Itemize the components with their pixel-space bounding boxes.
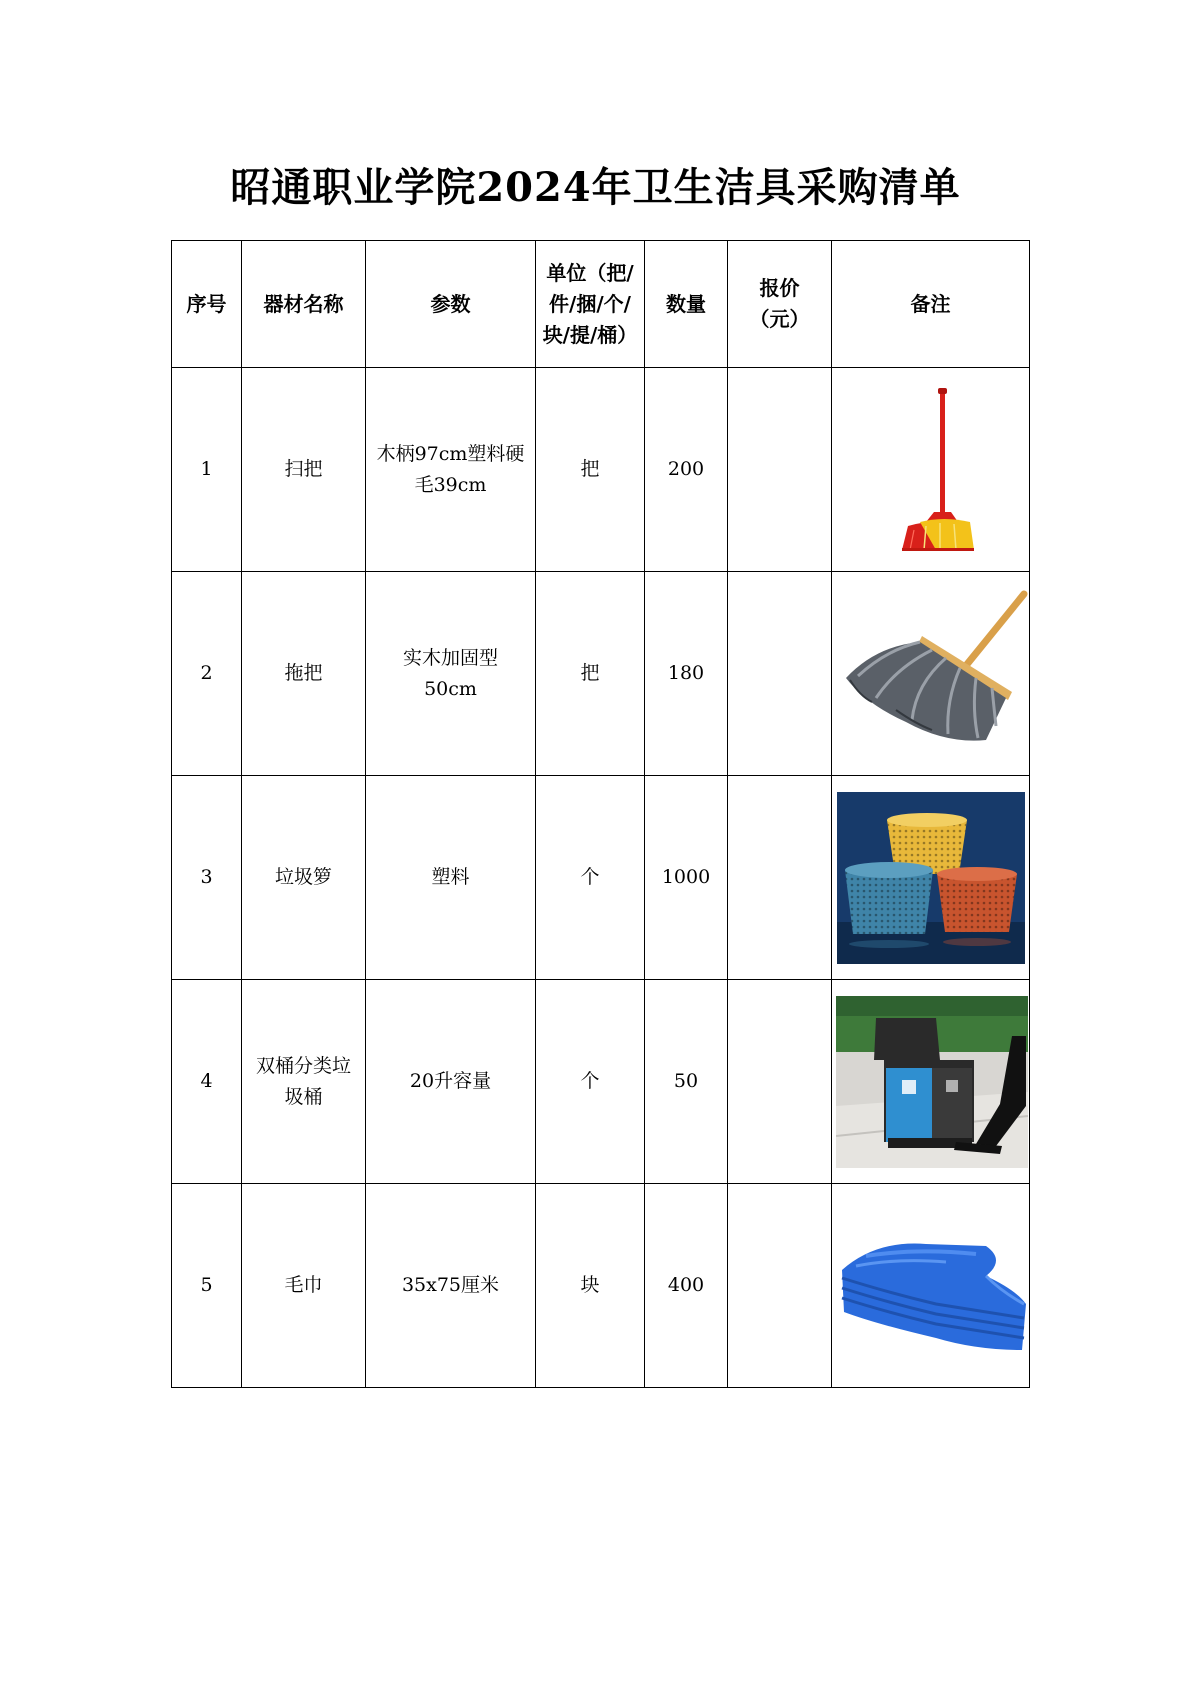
cell-name: 扫把 [242, 368, 366, 572]
cell-qty: 1000 [645, 776, 728, 980]
table-row [172, 980, 1030, 1184]
header-qty: 数量 [645, 241, 728, 368]
cell-name: 垃圾箩 [242, 776, 366, 980]
table-row [172, 572, 1030, 776]
cell-unit: 个 [536, 980, 645, 1184]
procurement-table [171, 240, 1030, 1388]
cell-remark [832, 980, 1030, 1184]
cell-unit: 把 [536, 368, 645, 572]
header-price: 报价（元） [728, 241, 832, 368]
cell-name: 拖把 [242, 572, 366, 776]
header-row [172, 241, 1030, 368]
cell-index: 4 [172, 980, 242, 1184]
waste-basket-photo [837, 792, 1025, 964]
cell-qty: 400 [645, 1184, 728, 1388]
header-index: 序号 [172, 241, 242, 368]
cell-qty: 200 [645, 368, 728, 572]
cell-remark [832, 1184, 1030, 1388]
cell-price [728, 980, 832, 1184]
cell-remark [832, 572, 1030, 776]
table-row [172, 1184, 1030, 1388]
cell-params: 20升容量 [366, 980, 536, 1184]
cell-price [728, 776, 832, 980]
cell-price [728, 1184, 832, 1388]
header-remark: 备注 [832, 241, 1030, 368]
header-params: 参数 [366, 241, 536, 368]
cell-index: 1 [172, 368, 242, 572]
cell-params: 35x75厘米 [366, 1184, 536, 1388]
table-row [172, 776, 1030, 980]
cell-qty: 50 [645, 980, 728, 1184]
cell-unit: 把 [536, 572, 645, 776]
broom-photo [836, 380, 1026, 560]
cell-params: 塑料 [366, 776, 536, 980]
cell-params: 实木加固型50cm [366, 572, 536, 776]
cell-index: 2 [172, 572, 242, 776]
cell-qty: 180 [645, 572, 728, 776]
cell-index: 5 [172, 1184, 242, 1388]
cell-index: 3 [172, 776, 242, 980]
document-title: 昭通职业学院2024年卫生洁具采购清单 [230, 164, 961, 211]
cell-remark [832, 368, 1030, 572]
cell-remark [832, 776, 1030, 980]
towel-photo [836, 1200, 1028, 1372]
mop-photo [836, 584, 1030, 764]
sorting-bin-photo [836, 996, 1028, 1168]
cell-price [728, 368, 832, 572]
cell-price [728, 572, 832, 776]
cell-params: 木柄97cm塑料硬毛39cm [366, 368, 536, 572]
cell-name: 双桶分类垃圾桶 [242, 980, 366, 1184]
header-unit: 单位（把/件/捆/个/块/提/桶） [536, 241, 645, 368]
header-name: 器材名称 [242, 241, 366, 368]
table-row [172, 368, 1030, 572]
cell-unit: 个 [536, 776, 645, 980]
cell-unit: 块 [536, 1184, 645, 1388]
cell-name: 毛巾 [242, 1184, 366, 1388]
